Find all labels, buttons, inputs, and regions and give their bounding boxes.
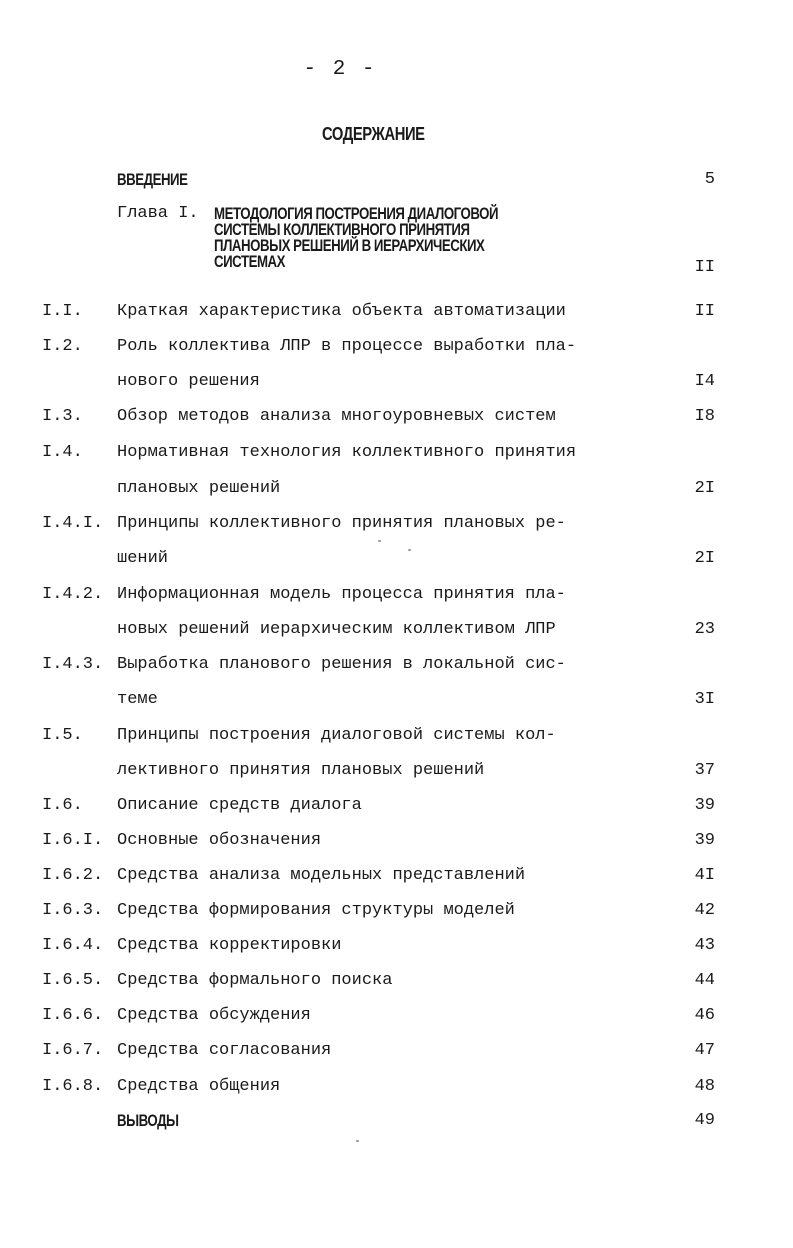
entry-number: I.6.5. (42, 971, 104, 990)
entry-number: I.I. (42, 302, 83, 321)
entry-title: Средства корректировки (117, 936, 342, 955)
conclusions-label: ВЫВОДЫ (117, 1111, 179, 1130)
entry-page: I4 (694, 372, 715, 391)
chapter-line-3: ПЛАНОВЫХ РЕШЕНИЙ В ИЕРАРХИЧЕСКИХ (214, 236, 485, 255)
toc-entry-line (0, 901, 793, 927)
toc-entry-line (0, 796, 793, 822)
entry-title: Средства общения (117, 1077, 281, 1096)
entry-number: I.6.2. (42, 866, 104, 885)
entry-number: I.6.3. (42, 901, 104, 920)
chapter-prefix: Глава I. (117, 204, 199, 223)
entry-title: новых решений иерархическим коллективом ЛПР (117, 620, 556, 639)
entry-page: 3I (694, 690, 715, 709)
toc-entry-line (0, 866, 793, 892)
entry-title: лективного принятия плановых решений (117, 761, 485, 780)
entry-page: 37 (694, 761, 715, 780)
conclusions-page: 49 (694, 1111, 715, 1130)
entry-number: I.6.4. (42, 936, 104, 955)
toc-entry-line (0, 1006, 793, 1032)
entry-number: I.6.7. (42, 1041, 104, 1060)
intro-label: ВВЕДЕНИЕ (117, 170, 188, 189)
entry-page: 39 (694, 831, 715, 850)
entry-number: I.3. (42, 407, 83, 426)
toc-entry-line (0, 761, 793, 787)
entry-page: 47 (694, 1041, 715, 1060)
toc-entry-line (0, 514, 793, 540)
entry-title: Средства анализа модельных представлений (117, 866, 526, 885)
entry-title: Обзор методов анализа многоуровневых систем (117, 407, 556, 426)
toc-entry-line (0, 971, 793, 997)
entry-title: Средства формирования структуры моделей (117, 901, 515, 920)
entry-title: Выработка планового решения в локальной сис- (117, 655, 566, 674)
entry-page: 46 (694, 1006, 715, 1025)
entry-page: 42 (694, 901, 715, 920)
scan-speck (408, 549, 411, 551)
chapter-page: II (694, 258, 715, 277)
entry-number: I.6. (42, 796, 83, 815)
page-number: - 2 - (303, 58, 377, 81)
entry-title: Средства согласования (117, 1041, 332, 1060)
entry-number: I.6.6. (42, 1006, 104, 1025)
entry-title: Информационная модель процесса принятия пла- (117, 585, 566, 604)
toc-entry-line (0, 337, 793, 363)
entry-number: I.2. (42, 337, 83, 356)
entry-page: 23 (694, 620, 715, 639)
entry-title: Описание средств диалога (117, 796, 362, 815)
chapter-line-2: СИСТЕМЫ КОЛЛЕКТИВНОГО ПРИНЯТИЯ (214, 220, 470, 239)
entry-number: I.4.3. (42, 655, 104, 674)
entry-number: I.6.I. (42, 831, 104, 850)
toc-entry-line (0, 690, 793, 716)
entry-page: 43 (694, 936, 715, 955)
entry-number: I.4.2. (42, 585, 104, 604)
chapter-line-1: МЕТОДОЛОГИЯ ПОСТРОЕНИЯ ДИАЛОГОВОЙ (214, 204, 499, 223)
entry-number: I.4. (42, 443, 83, 462)
entry-number: I.4.I. (42, 514, 104, 533)
toc-entry-line (0, 479, 793, 505)
toc-entry-line (0, 831, 793, 857)
toc-intro (0, 170, 793, 196)
scan-speck (378, 540, 381, 542)
toc-entry-line (0, 1077, 793, 1103)
entry-title: теме (117, 690, 158, 709)
entry-title: Принципы коллективного принятия плановых ре- (117, 514, 566, 533)
toc-entry-line (0, 585, 793, 611)
toc-conclusions (0, 1111, 793, 1137)
toc-entry-line (0, 407, 793, 433)
entry-number: I.6.8. (42, 1077, 104, 1096)
entry-number: I.5. (42, 726, 83, 745)
toc-entry-line (0, 655, 793, 681)
page-title: СОДЕРЖАНИЕ (322, 124, 425, 144)
toc-entry-line (0, 1041, 793, 1067)
toc-entry-line (0, 549, 793, 575)
entry-page: 2I (694, 549, 715, 568)
chapter-page-row (0, 258, 793, 284)
entry-title: шений (117, 549, 169, 568)
entry-title: Роль коллектива ЛПР в процессе выработки пла- (117, 337, 577, 356)
entry-title: Нормативная технология коллективного принятия (117, 443, 577, 462)
entry-title: Средства формального поиска (117, 971, 393, 990)
entry-page: II (694, 302, 715, 321)
entry-page: 48 (694, 1077, 715, 1096)
toc-entry-line (0, 443, 793, 469)
entry-title: Основные обозначения (117, 831, 322, 850)
entry-page: 44 (694, 971, 715, 990)
toc-entry-line (0, 620, 793, 646)
entry-page: 39 (694, 796, 715, 815)
entry-page: I8 (694, 407, 715, 426)
entry-title: Краткая характеристика объекта автоматизации (117, 302, 566, 321)
toc-entry-line (0, 936, 793, 962)
entry-title: Средства обсуждения (117, 1006, 311, 1025)
entry-title: Принципы построения диалоговой системы кол- (117, 726, 556, 745)
entry-page: 2I (694, 479, 715, 498)
intro-page: 5 (704, 170, 715, 189)
entry-title: плановых решений (117, 479, 281, 498)
entry-page: 4I (694, 866, 715, 885)
toc-entry-line (0, 302, 793, 328)
toc-entry-line (0, 726, 793, 752)
entry-title: нового решения (117, 372, 260, 391)
toc-entry-line (0, 372, 793, 398)
scan-speck (356, 1140, 359, 1142)
chapter-line-4: СИСТЕМАХ (214, 252, 286, 271)
